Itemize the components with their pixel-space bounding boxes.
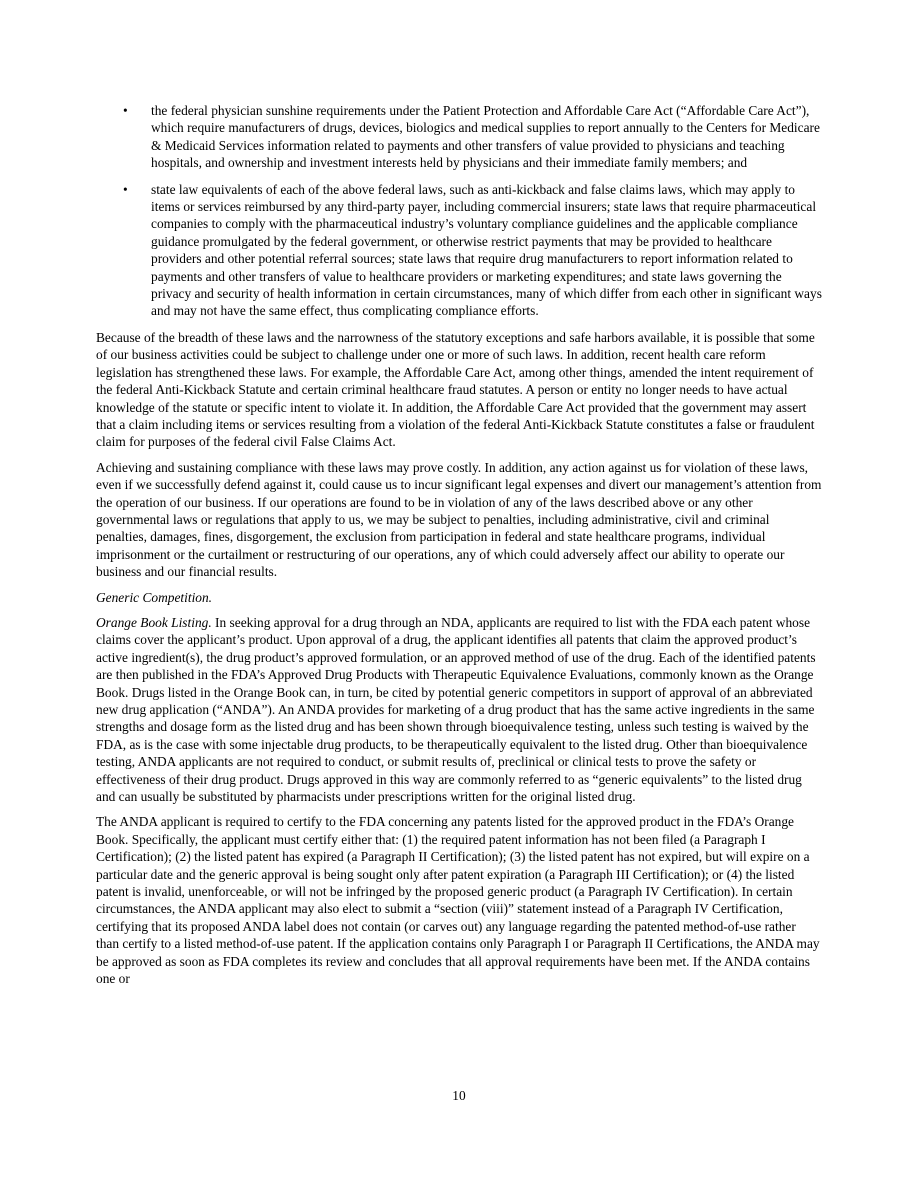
page-number: 10 bbox=[452, 1088, 466, 1103]
orange-book-body: In seeking approval for a drug through an NDA, applicants are required to list with the FDA each patent whose claims cover the applicant’s product. Upon approval of a drug, the applicant identifies all patents that claim the approved product’s active ingredient(s), the drug product’s approved formulation, or an approved method of use of the drug. Each of the identified patents are then published in the FDA’s Approved Drug Products with Therapeutic Equivalence Evaluations, commonly known as the Orange Book. Drugs listed in the Orange Book can, in turn, be cited by potential generic competitors in support of approval of an abbreviated new drug application (“ANDA”). An ANDA provides for marketing of a drug product that has the same active ingredients in the same strengths and dosage form as the listed drug and has been shown through bioequivalence testing, unless such testing is waived by the FDA, as is the case with some injectable drug products, to be therapeutically equivalent to the listed drug. Other than bioequivalence testing, ANDA applicants are not required to conduct, or submit results of, preclinical or clinical tests to prove the safety or effectiveness of their drug product. Drugs approved in this way are commonly referred to as “generic equivalents” to the listed drug and can usually be substituted by pharmacists under prescriptions written for the original listed drug. bbox=[96, 614, 816, 805]
paragraph-orange-book bbox=[96, 614, 822, 805]
bullet-text: state law equivalents of each of the above federal laws, such as anti-kickback and false claims laws, which may apply to items or services reimbursed by any third-party payer, including commercial insurers; state laws that require pharmaceutical companies to comply with the pharmaceutical industry’s voluntary compliance guidelines and the applicable compliance guidance promulgated by the federal government, or otherwise restrict payments that may be provided to healthcare providers and other potential referral sources; state laws that require drug manufacturers to report information related to payments and other transfers of value to healthcare providers or marketing expenditures; and state laws governing the privacy and security of health information in certain circumstances, many of which differ from each other in significant ways and may not have the same effect, thus complicating compliance efforts. bbox=[151, 181, 822, 319]
bullet-icon: • bbox=[123, 103, 128, 118]
list-item bbox=[96, 181, 822, 320]
paragraph-compliance-costs: Achieving and sustaining compliance with these laws may prove costly. In addition, any action against us for violation of these laws, even if we successfully defend against it, could cause us to incur significant legal expenses and divert our management’s attention from the operation of our business. If our operations are found to be in violation of any of the laws described above or any other governmental laws or regulations that apply to us, we may be subject to penalties, including administrative, civil and criminal penalties, damages, fines, disgorgement, the exclusion from participation in federal and state healthcare programs, individual imprisonment or the curtailment or restructuring of our operations, any of which could adversely affect our ability to operate our business and our financial results. bbox=[96, 459, 822, 580]
paragraph-anda-certification: The ANDA applicant is required to certify to the FDA concerning any patents listed for the approved product in the FDA’s Orange Book. Specifically, the applicant must certify either that: (1) the required patent information has not been filed (a Paragraph I Certification); (2) the listed patent has expired (a Paragraph II Certification); (3) the listed patent has not expired, but will expire on a particular date and the generic approval is being sought only after patent expiration (a Paragraph III Certification); or (4) the listed patent is invalid, unenforceable, or will not be infringed by the proposed generic product (a Paragraph IV Certification). In certain circumstances, the ANDA applicant may also elect to submit a “section (viii)” statement instead of a Paragraph IV Certification, certifying that its proposed ANDA label does not contain (or carves out) any language regarding the patented method-of-use rather than certify to a listed method-of-use patent. If the application contains only Paragraph I or Paragraph II Certifications, the ANDA may be approved as soon as FDA completes its review and concludes that all approval requirements have been met. If the ANDA contains one or bbox=[96, 814, 820, 987]
paragraph-breadth-of-laws: Because of the breadth of these laws and the narrowness of the statutory exceptions and safe harbors available, it is possible that some of our business activities could be subject to challenge under one or more of such laws. In addition, recent health care reform legislation has strengthened these laws. For example, the Affordable Care Act, among other things, amended the intent requirement of the federal Anti-Kickback Statute and certain criminal healthcare fraud statutes. A person or entity no longer needs to have actual knowledge of the statute or specific intent to violate it. In addition, the Affordable Care Act provided that the government may assert that a claim including items or services resulting from a violation of the federal Anti-Kickback Statute constitutes a false or fraudulent claim for purposes of the federal civil False Claims Act. bbox=[96, 329, 815, 450]
bullet-list bbox=[96, 102, 822, 320]
orange-book-lead: Orange Book Listing. bbox=[96, 614, 212, 630]
bullet-icon: • bbox=[123, 181, 128, 197]
bullet-text: the federal physician sunshine requirements under the Patient Protection and Affordable Care Act (“Affordable Care Act”), which require manufacturers of drugs, devices, biologics and medical supplies to report annually to the Centers for Medicare & Medicaid Services information related to payments and other transfers of value provided to physicians and teaching hospitals, and ownership and investment interests held by physicians and their immediate family members; and bbox=[151, 103, 820, 171]
section-heading: Generic Competition. bbox=[96, 589, 213, 605]
list-item bbox=[96, 102, 822, 172]
document-page bbox=[96, 102, 822, 996]
